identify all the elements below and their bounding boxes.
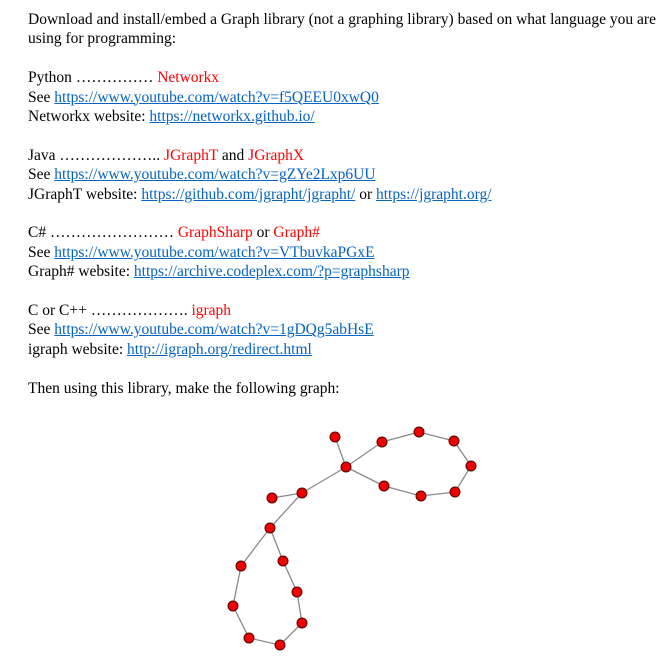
leader-dots: …………… [75, 69, 158, 87]
cpp-video-link[interactable]: https://www.youtube.com/watch?v=1gDQg5abHsE [54, 321, 374, 339]
graph-nodes [228, 427, 476, 650]
website-label: Networkx website: [28, 108, 150, 126]
library-name: JGraphT [164, 146, 219, 164]
graph-node [450, 487, 460, 497]
see-label: See [28, 243, 55, 261]
graph-edge [382, 432, 419, 442]
see-label: See [28, 88, 55, 106]
website-label: JGraphT website: [28, 185, 142, 203]
graph-node [377, 437, 387, 447]
jgrapht-github-link[interactable]: https://github.com/jgrapht/jgrapht/ [141, 185, 356, 203]
see-label: See [28, 321, 55, 339]
language-name: C# [28, 224, 50, 242]
library-name: Networkx [157, 69, 220, 87]
csharp-video-link[interactable]: https://www.youtube.com/watch?v=VTbuvkaPGxE [54, 243, 375, 261]
conjunction: or [252, 224, 274, 242]
outro-paragraph: Then using this library, make the following graph: [28, 379, 340, 397]
graph-edges [233, 432, 471, 645]
see-label: See [28, 166, 55, 184]
graph-node [278, 556, 288, 566]
graphsharp-website-link[interactable]: https://archive.codeplex.com/?p=graphsharp [133, 263, 410, 281]
graph-edge [241, 528, 270, 566]
leader-dots: ……………….. [59, 146, 165, 164]
graph-node [449, 436, 459, 446]
website-label: Graph# website: [28, 263, 134, 281]
graph-node [297, 618, 307, 628]
website-label: igraph website: [28, 340, 128, 358]
igraph-website-link[interactable]: http://igraph.org/redirect.html [127, 340, 312, 358]
graph-node [341, 462, 351, 472]
graph-edge [233, 566, 241, 606]
graph-node [379, 481, 389, 491]
library-name: JGraphX [248, 146, 305, 164]
language-name: Python [28, 69, 76, 87]
graph-node [416, 491, 426, 501]
graph-edge [384, 486, 421, 496]
library-name: GraphSharp [177, 224, 253, 242]
graph-edge [302, 467, 346, 493]
graph-node [244, 633, 254, 643]
language-name: Java [28, 146, 60, 164]
library-name: Graph# [273, 224, 320, 242]
intro-paragraph: Download and install/embed a Graph library (not a graphing library) based on what language you are using for programming: [28, 11, 656, 48]
python-video-link[interactable]: https://www.youtube.com/watch?v=f5QEEU0xwQ0 [54, 88, 379, 106]
library-name: igraph [191, 302, 232, 320]
graph-node [414, 427, 424, 437]
graph-node [275, 640, 285, 650]
jgrapht-website-link[interactable]: https://jgrapht.org/ [376, 185, 492, 203]
language-name: C or C++ [28, 302, 91, 320]
leader-dots: …………………… [49, 224, 178, 242]
graph-edge [346, 442, 382, 467]
conjunction: and [218, 146, 249, 164]
graph-node [236, 561, 246, 571]
graph-edge [346, 467, 384, 486]
conjunction: or [355, 185, 376, 203]
graph-node [265, 523, 275, 533]
graph-node [292, 587, 302, 597]
graph-node [228, 601, 238, 611]
java-video-link[interactable]: https://www.youtube.com/watch?v=gZYe2Lxp6UU [54, 166, 376, 184]
graph-node [297, 488, 307, 498]
networkx-website-link[interactable]: https://networkx.github.io/ [149, 108, 315, 126]
graph-node [466, 461, 476, 471]
graph-node [330, 432, 340, 442]
graph-node [267, 493, 277, 503]
leader-dots: ………………. [90, 302, 192, 320]
